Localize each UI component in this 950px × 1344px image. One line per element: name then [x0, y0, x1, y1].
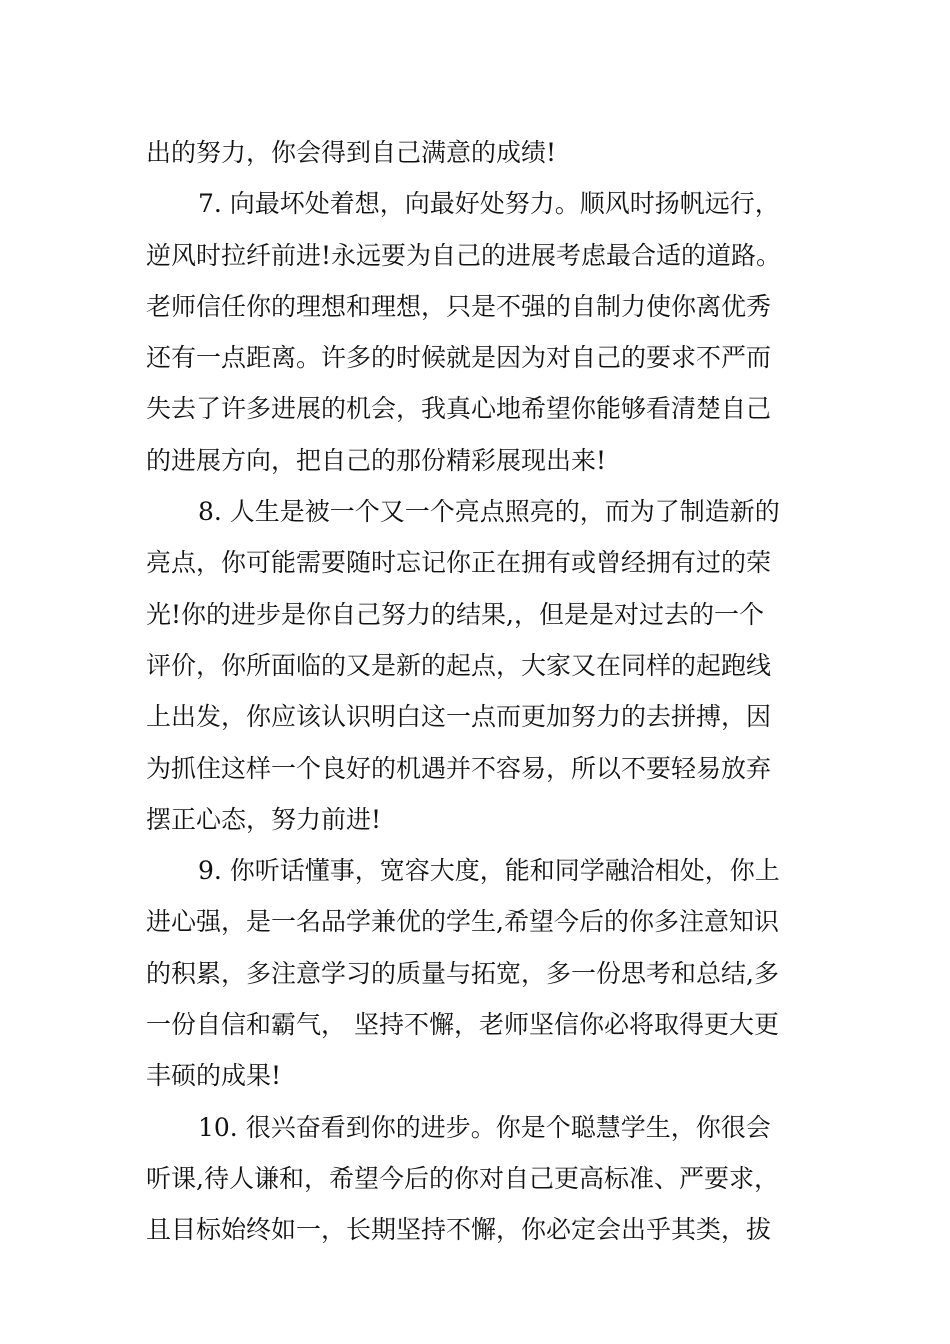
text-line: 出的努力，你会得到自己满意的成绩! [146, 138, 557, 167]
paragraph-7-start: 7. 向最坏处着想，向最好处努力。顺风时扬帆远行， [198, 189, 780, 219]
paragraph-8-start: 8. 人生是被一个又一个亮点照亮的，而为了制造新的 [198, 497, 780, 527]
text-line: 光!你的进步是你自己努力的结果,，但是是对过去的一个 [146, 599, 764, 629]
text-line: 摆正心态，努力前进! [146, 804, 382, 834]
text-line: 为抓住这样一个良好的机遇并不容易，所以不要轻易放弃 [146, 753, 772, 783]
text-line: 的积累，多注意学习的质量与拓宽，多一份思考和总结,多 [146, 958, 779, 988]
text-line: 老师信任你的理想和理想，只是不强的自制力使你离优秀 [146, 291, 772, 321]
text-line: 上出发，你应该认识明白这一点而更加努力的去拼搏，因 [146, 702, 772, 732]
text-line: 进心强，是一名品学兼优的学生,希望今后的你多注意知识 [146, 907, 779, 937]
text-line: 逆风时拉纤前进!永远要为自己的进展考虑最合适的道路。 [146, 240, 782, 270]
paragraph-10-start: 10. 很兴奋看到你的进步。你是个聪慧学生，你很会 [198, 1112, 771, 1142]
text-line: 且目标始终如一，长期坚持不懈，你必定会出乎其类，拔 [146, 1215, 772, 1245]
document-body [146, 127, 806, 1256]
text-line: 还有一点距离。许多的时候就是因为对自己的要求不严而 [146, 343, 772, 373]
text-line: 听课,待人谦和，希望今后的你对自己更高标准、严要求， [146, 1163, 779, 1193]
paragraph-9-start: 9. 你听话懂事，宽容大度，能和同学融洽相处，你上 [198, 856, 780, 886]
text-line: 一份自信和霸气， 坚持不懈，老师坚信你必将取得更大更 [146, 1010, 779, 1040]
text-line: 丰硕的成果! [146, 1061, 282, 1091]
text-line: 失去了许多进展的机会，我真心地希望你能够看清楚自己 [146, 394, 772, 424]
text-line: 评价，你所面临的又是新的起点，大家又在同样的起跑线 [146, 650, 772, 680]
text-line: 亮点，你可能需要随时忘记你正在拥有或曾经拥有过的荣 [146, 548, 772, 578]
text-line: 的进展方向，把自己的那份精彩展现出来! [146, 445, 607, 475]
